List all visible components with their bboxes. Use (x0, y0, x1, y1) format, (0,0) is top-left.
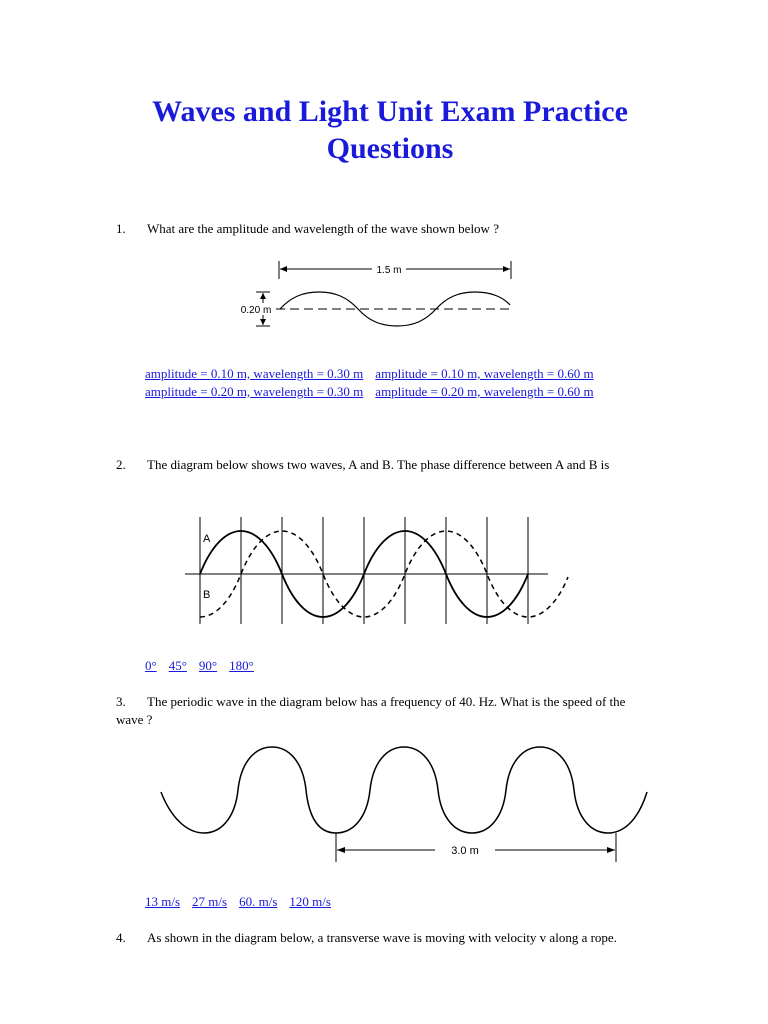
answer-option-2d[interactable]: 180° (229, 658, 254, 673)
answer-option-1c[interactable]: amplitude = 0.20 m, wavelength = 0.30 m (145, 384, 364, 399)
question-2 (116, 456, 651, 474)
question-number: 4. (116, 930, 126, 945)
wave-diagram-3 (155, 740, 655, 870)
wave-diagram-1 (230, 255, 530, 335)
answer-list-1 (116, 365, 656, 401)
length-label: 1.5 m (376, 265, 402, 276)
answer-list-3 (116, 893, 656, 911)
answer-option-3d[interactable]: 120 m/s (289, 894, 331, 909)
question-text: The periodic wave in the diagram below has a frequency of 40. Hz. What is the speed of the wave ? (116, 694, 626, 727)
question-number: 3. (116, 694, 126, 709)
wave-a-label: A (203, 533, 211, 545)
wave-diagram-2 (180, 512, 580, 632)
length-label: 3.0 m (451, 845, 479, 857)
answer-option-3c[interactable]: 60. m/s (239, 894, 278, 909)
question-text: As shown in the diagram below, a transverse wave is moving with velocity v along a rope. (147, 930, 617, 945)
answer-option-2c[interactable]: 90° (198, 658, 218, 673)
question-number: 2. (116, 457, 126, 472)
wave-curve (161, 747, 647, 833)
question-1 (116, 220, 651, 238)
answer-list-2 (116, 657, 656, 675)
question-text: What are the amplitude and wavelength of the wave shown below ? (147, 221, 499, 236)
answer-option-1a[interactable]: amplitude = 0.10 m, wavelength = 0.30 m (145, 366, 364, 381)
amplitude-label: 0.20 m (240, 305, 272, 316)
answer-option-3b[interactable]: 27 m/s (192, 894, 228, 909)
question-number: 1. (116, 221, 126, 236)
question-4 (116, 929, 651, 947)
answer-option-3a[interactable]: 13 m/s (145, 894, 181, 909)
answer-option-2a[interactable]: 0° (145, 658, 157, 673)
answer-option-2b[interactable]: 45° (168, 658, 187, 673)
question-text: The diagram below shows two waves, A and B. The phase difference between A and B is (147, 457, 610, 472)
question-3 (116, 693, 651, 729)
page-title: Waves and Light Unit Exam Practice Questions (152, 95, 628, 165)
answer-option-1d[interactable]: amplitude = 0.20 m, wavelength = 0.60 m (375, 384, 594, 399)
wave-b-label: B (203, 589, 211, 601)
answer-option-1b[interactable]: amplitude = 0.10 m, wavelength = 0.60 m (375, 366, 594, 381)
